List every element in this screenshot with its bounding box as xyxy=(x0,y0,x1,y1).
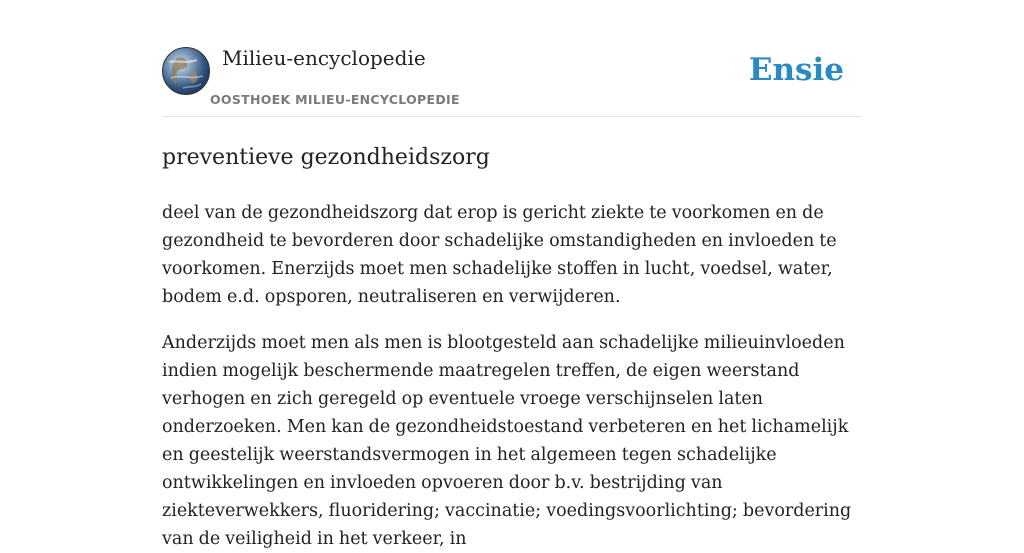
content-container xyxy=(162,0,862,553)
article-paragraph-2: Anderzijds moet men als men is blootgesteld aan schadelijke milieuinvloeden indien mogelijk beschermende maatregelen treffen, de eigen weerstand verhogen en zich geregeld op eventuele vroege verschijnselen laten onderzoeken. Men kan de gezondheidstoestand verbeteren en het lichamelijk en geestelijk weerstandsvermogen in het algemeen tegen schadelijke ontwikkelingen en invloeden opvoeren door b.v. bestrijding van ziekteverwekkers, fluoridering; vaccinatie; voedingsvoorlichting; bevordering van de veiligheid in het verkeer, in xyxy=(162,333,852,549)
page-title: preventieve gezondheidszorg xyxy=(162,145,490,170)
site-subtitle[interactable]: OOSTHOEK MILIEU-ENCYCLOPEDIE xyxy=(210,92,460,107)
brand-logo[interactable]: Ensie xyxy=(748,52,844,88)
site-header xyxy=(162,0,862,117)
earth-globe-icon[interactable] xyxy=(162,47,210,95)
site-title[interactable]: Milieu-encyclopedie xyxy=(222,46,426,70)
article-paragraph-1: deel van de gezondheidszorg dat erop is gericht ziekte te voorkomen en de gezondheid te bevorderen door schadelijke omstandigheden en invloeden te voorkomen. Enerzijds moet men schadelijke stoffen in lucht, voedsel, water, bodem e.d. opsporen, neutraliseren en verwijderen. xyxy=(162,203,837,307)
